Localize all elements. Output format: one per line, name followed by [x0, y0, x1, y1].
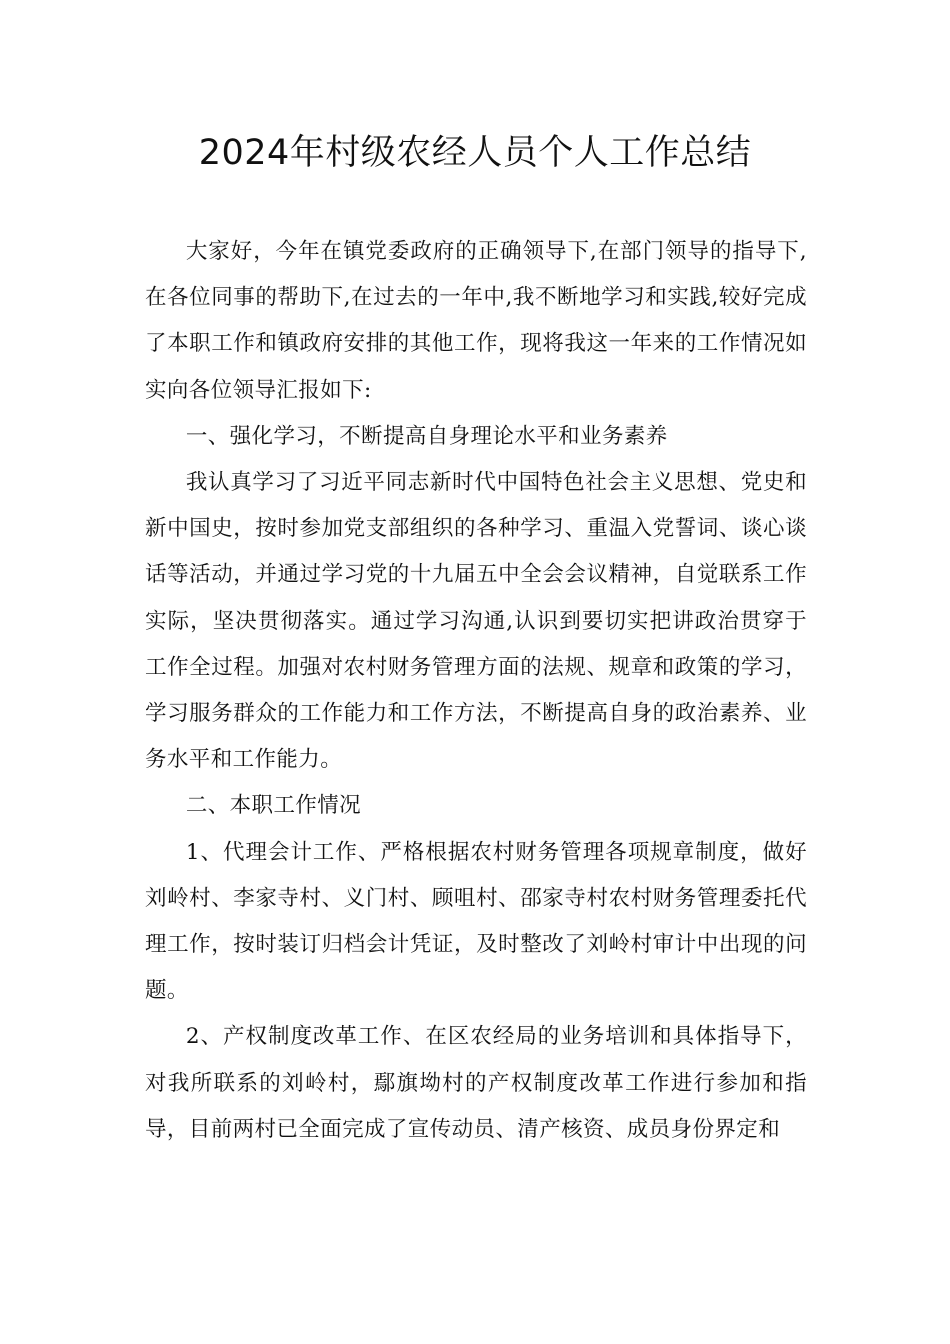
intro-paragraph: 大家好，今年在镇党委政府的正确领导下,在部门领导的指导下,在各位同事的帮助下,在过去的一年中,我不断地学习和实践,较好完成了本职工作和镇政府安排的其他工作，现将我这一年来的工作情况如实向各位领导汇报如下:: [145, 239, 807, 403]
section-heading-1: 一、强化学习，不断提高自身理论水平和业务素养: [185, 423, 668, 449]
document-title: 2024年村级农经人员个人工作总结: [198, 133, 752, 173]
document-body: [145, 229, 807, 1153]
property-reform-paragraph: 2、产权制度改革工作、在区农经局的业务培训和具体指导下，对我所联系的刘岭村，鄢旗坳村的产权制度改革工作进行参加和指导，目前两村已全面完成了宣传动员、清产核资、成员身份界定和: [145, 1024, 807, 1142]
section-heading-2: 二、本职工作情况: [185, 793, 362, 819]
accounting-paragraph: 1、代理会计工作、严格根据农村财务管理各项规章制度，做好刘岭村、李家寺村、义门村、顾咀村、邵家寺村农村财务管理委托代理工作，按时装订归档会计凭证，及时整改了刘岭村审计中出现的问题。: [145, 839, 807, 1004]
study-paragraph: 我认真学习了习近平同志新时代中国特色社会主义思想、党史和新中国史，按时参加党支部组织的各种学习、重温入党誓词、谈心谈话等活动，并通过学习党的十九届五中全会会议精神，自觉联系工作实际，坚决贯彻落实。通过学习沟通,认识到要切实把讲政治贯穿于工作全过程。加强对农村财务管理方面的法规、规章和政策的学习，学习服务群众的工作能力和工作方法，不断提高自身的政治素养、业务水平和工作能力。: [145, 470, 807, 773]
